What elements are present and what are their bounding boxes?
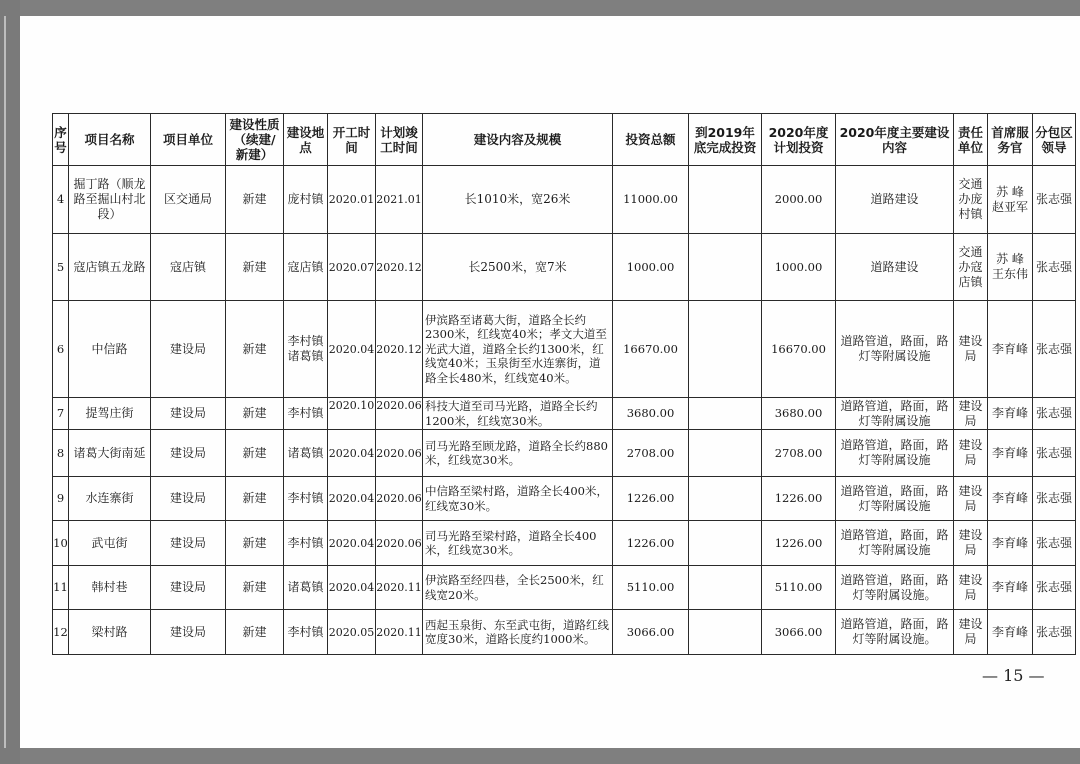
- cell-location: 庞村镇: [284, 166, 328, 234]
- header-chief-officer: 首席服务官: [988, 114, 1033, 166]
- cell-chief-officer: 李育峰: [988, 430, 1033, 477]
- header-done-2019: 到2019年底完成投资: [689, 114, 762, 166]
- cell-finish: 2020.12: [376, 301, 423, 398]
- cell-location: 诸葛镇: [284, 430, 328, 477]
- cell-finish: 2020.11: [376, 566, 423, 610]
- table-row: [53, 566, 1076, 610]
- cell-nature: 新建: [226, 610, 284, 655]
- table-row: [53, 301, 1076, 398]
- cell-content-2020: 道路管道，路面，路灯等附属设施。: [836, 566, 954, 610]
- cell-content-2020: 道路建设: [836, 234, 954, 301]
- cell-chief-officer: 李育峰: [988, 610, 1033, 655]
- cell-plan-2020: 3680.00: [762, 398, 836, 430]
- cell-project-name: 诸葛大街南延: [69, 430, 151, 477]
- cell-seq: 9: [53, 477, 69, 521]
- cell-done-2019: [689, 234, 762, 301]
- cell-plan-2020: 1226.00: [762, 477, 836, 521]
- cell-project-name: 武屯街: [69, 521, 151, 566]
- cell-seq: 8: [53, 430, 69, 477]
- cell-project-name: 寇店镇五龙路: [69, 234, 151, 301]
- cell-project-unit: 建设局: [151, 610, 226, 655]
- cell-responsible-unit: 建设局: [954, 521, 988, 566]
- cell-seq: 11: [53, 566, 69, 610]
- cell-content-2020: 道路管道，路面，路灯等附属设施: [836, 398, 954, 430]
- header-project-name: 项目名称: [69, 114, 151, 166]
- header-location: 建设地点: [284, 114, 328, 166]
- cell-nature: 新建: [226, 301, 284, 398]
- cell-responsible-unit: 建设局: [954, 398, 988, 430]
- cell-project-name: 中信路: [69, 301, 151, 398]
- cell-content-2020: 道路管道，路面，路灯等附属设施: [836, 477, 954, 521]
- cell-location: 李村镇 诸葛镇: [284, 301, 328, 398]
- cell-responsible-unit: 建设局: [954, 430, 988, 477]
- cell-responsible-unit: 交通办庞村镇: [954, 166, 988, 234]
- header-scope: 建设内容及规模: [423, 114, 613, 166]
- cell-nature: 新建: [226, 430, 284, 477]
- cell-district-leader: 张志强: [1033, 166, 1076, 234]
- cell-district-leader: 张志强: [1033, 430, 1076, 477]
- cell-nature: 新建: [226, 166, 284, 234]
- cell-scope: 长2500米，宽7米: [423, 234, 613, 301]
- cell-scope: 西起玉泉街、东至武屯街，道路红线宽度30米，道路长度约1000米。: [423, 610, 613, 655]
- cell-nature: 新建: [226, 398, 284, 430]
- cell-scope: 司马光路至梁村路，道路全长400米，红线宽30米。: [423, 521, 613, 566]
- cell-finish: 2020.06: [376, 398, 423, 430]
- cell-project-unit: 建设局: [151, 398, 226, 430]
- header-seq: 序号: [53, 114, 69, 166]
- table-row: [53, 477, 1076, 521]
- cell-location: 李村镇: [284, 521, 328, 566]
- cell-project-unit: 建设局: [151, 301, 226, 398]
- viewer-edge-line: [4, 16, 6, 748]
- cell-done-2019: [689, 166, 762, 234]
- header-responsible-unit: 责任单位: [954, 114, 988, 166]
- cell-done-2019: [689, 301, 762, 398]
- cell-district-leader: 张志强: [1033, 477, 1076, 521]
- cell-project-name: 梁村路: [69, 610, 151, 655]
- cell-project-unit: 建设局: [151, 566, 226, 610]
- cell-finish: 2020.06: [376, 521, 423, 566]
- header-plan-2020: 2020年度计划投资: [762, 114, 836, 166]
- cell-location: 诸葛镇: [284, 566, 328, 610]
- cell-responsible-unit: 建设局: [954, 301, 988, 398]
- cell-project-unit: 区交通局: [151, 166, 226, 234]
- cell-project-unit: 建设局: [151, 521, 226, 566]
- cell-done-2019: [689, 477, 762, 521]
- cell-location: 李村镇: [284, 398, 328, 430]
- cell-chief-officer: 苏 峰 赵亚军: [988, 166, 1033, 234]
- cell-start: 2020.04: [328, 521, 376, 566]
- header-project-unit: 项目单位: [151, 114, 226, 166]
- header-total-investment: 投资总额: [613, 114, 689, 166]
- cell-scope: 伊滨路至诸葛大街，道路全长约2300米，红线宽40米；孝文大道至光武大道，道路全长约1300米，红线宽40米；玉泉街至水连寨街，道路全长480米，红线宽40米。: [423, 301, 613, 398]
- cell-done-2019: [689, 610, 762, 655]
- table-row: [53, 166, 1076, 234]
- cell-finish: 2020.06: [376, 477, 423, 521]
- cell-district-leader: 张志强: [1033, 234, 1076, 301]
- cell-content-2020: 道路管道，路面，路灯等附属设施: [836, 521, 954, 566]
- cell-district-leader: 张志强: [1033, 301, 1076, 398]
- cell-finish: 2020.11: [376, 610, 423, 655]
- cell-total: 1000.00: [613, 234, 689, 301]
- cell-location: 李村镇: [284, 477, 328, 521]
- cell-chief-officer: 苏 峰 王东伟: [988, 234, 1033, 301]
- cell-total: 1226.00: [613, 477, 689, 521]
- cell-total: 3066.00: [613, 610, 689, 655]
- cell-responsible-unit: 交通办寇店镇: [954, 234, 988, 301]
- cell-start: 2020.04: [328, 430, 376, 477]
- cell-total: 16670.00: [613, 301, 689, 398]
- cell-seq: 12: [53, 610, 69, 655]
- cell-plan-2020: 16670.00: [762, 301, 836, 398]
- cell-chief-officer: 李育峰: [988, 566, 1033, 610]
- cell-done-2019: [689, 398, 762, 430]
- cell-scope: 伊滨路至经四巷，全长2500米，红线宽20米。: [423, 566, 613, 610]
- cell-total: 11000.00: [613, 166, 689, 234]
- header-finish-time: 计划竣工时间: [376, 114, 423, 166]
- cell-project-name: 掘丁路（顺龙路至掘山村北段）: [69, 166, 151, 234]
- cell-content-2020: 道路管道，路面，路灯等附属设施。: [836, 610, 954, 655]
- cell-content-2020: 道路管道，路面，路灯等附属设施: [836, 430, 954, 477]
- cell-finish: 2020.06: [376, 430, 423, 477]
- cell-finish: 2021.01: [376, 166, 423, 234]
- cell-project-unit: 建设局: [151, 477, 226, 521]
- cell-chief-officer: 李育峰: [988, 398, 1033, 430]
- header-nature: 建设性质（续建/新建）: [226, 114, 284, 166]
- cell-project-name: 水连寨街: [69, 477, 151, 521]
- cell-responsible-unit: 建设局: [954, 610, 988, 655]
- cell-district-leader: 张志强: [1033, 566, 1076, 610]
- cell-project-unit: 寇店镇: [151, 234, 226, 301]
- cell-district-leader: 张志强: [1033, 398, 1076, 430]
- cell-start: 2020.10: [328, 398, 376, 430]
- viewer-left-margin: [0, 0, 20, 764]
- cell-content-2020: 道路建设: [836, 166, 954, 234]
- cell-scope: 长1010米，宽26米: [423, 166, 613, 234]
- cell-district-leader: 张志强: [1033, 521, 1076, 566]
- cell-total: 5110.00: [613, 566, 689, 610]
- header-row: [53, 114, 1076, 166]
- cell-start: 2020.04: [328, 477, 376, 521]
- cell-location: 寇店镇: [284, 234, 328, 301]
- cell-responsible-unit: 建设局: [954, 477, 988, 521]
- cell-finish: 2020.12: [376, 234, 423, 301]
- table-row: [53, 521, 1076, 566]
- cell-nature: 新建: [226, 234, 284, 301]
- cell-scope: 中信路至梁村路，道路全长400米，红线宽30米。: [423, 477, 613, 521]
- cell-chief-officer: 李育峰: [988, 301, 1033, 398]
- cell-done-2019: [689, 430, 762, 477]
- cell-seq: 10: [53, 521, 69, 566]
- cell-scope: 司马光路至顾龙路，道路全长约880米，红线宽30米。: [423, 430, 613, 477]
- project-table: [52, 113, 1076, 655]
- cell-plan-2020: 3066.00: [762, 610, 836, 655]
- cell-content-2020: 道路管道，路面，路灯等附属设施: [836, 301, 954, 398]
- table-row: [53, 234, 1076, 301]
- cell-plan-2020: 5110.00: [762, 566, 836, 610]
- cell-scope: 科技大道至司马光路，道路全长约1200米，红线宽30米。: [423, 398, 613, 430]
- cell-district-leader: 张志强: [1033, 610, 1076, 655]
- header-district-leader: 分包区领导: [1033, 114, 1076, 166]
- cell-project-name: 提驾庄街: [69, 398, 151, 430]
- cell-seq: 4: [53, 166, 69, 234]
- cell-total: 1226.00: [613, 521, 689, 566]
- table-row: [53, 610, 1076, 655]
- cell-start: 2020.05: [328, 610, 376, 655]
- cell-done-2019: [689, 566, 762, 610]
- header-content-2020: 2020年度主要建设内容: [836, 114, 954, 166]
- cell-start: 2020.04: [328, 301, 376, 398]
- header-start-time: 开工时间: [328, 114, 376, 166]
- cell-plan-2020: 1226.00: [762, 521, 836, 566]
- cell-plan-2020: 2708.00: [762, 430, 836, 477]
- cell-nature: 新建: [226, 477, 284, 521]
- cell-plan-2020: 2000.00: [762, 166, 836, 234]
- cell-plan-2020: 1000.00: [762, 234, 836, 301]
- cell-chief-officer: 李育峰: [988, 477, 1033, 521]
- cell-done-2019: [689, 521, 762, 566]
- cell-start: 2020.07: [328, 234, 376, 301]
- page-number: — 15 —: [982, 666, 1045, 685]
- cell-seq: 5: [53, 234, 69, 301]
- cell-seq: 7: [53, 398, 69, 430]
- cell-location: 李村镇: [284, 610, 328, 655]
- cell-project-name: 韩村巷: [69, 566, 151, 610]
- cell-nature: 新建: [226, 521, 284, 566]
- cell-seq: 6: [53, 301, 69, 398]
- cell-start: 2020.01: [328, 166, 376, 234]
- cell-start: 2020.04: [328, 566, 376, 610]
- cell-nature: 新建: [226, 566, 284, 610]
- cell-project-unit: 建设局: [151, 430, 226, 477]
- cell-chief-officer: 李育峰: [988, 521, 1033, 566]
- cell-total: 2708.00: [613, 430, 689, 477]
- cell-responsible-unit: 建设局: [954, 566, 988, 610]
- table-row: [53, 430, 1076, 477]
- cell-total: 3680.00: [613, 398, 689, 430]
- table-row: [53, 398, 1076, 430]
